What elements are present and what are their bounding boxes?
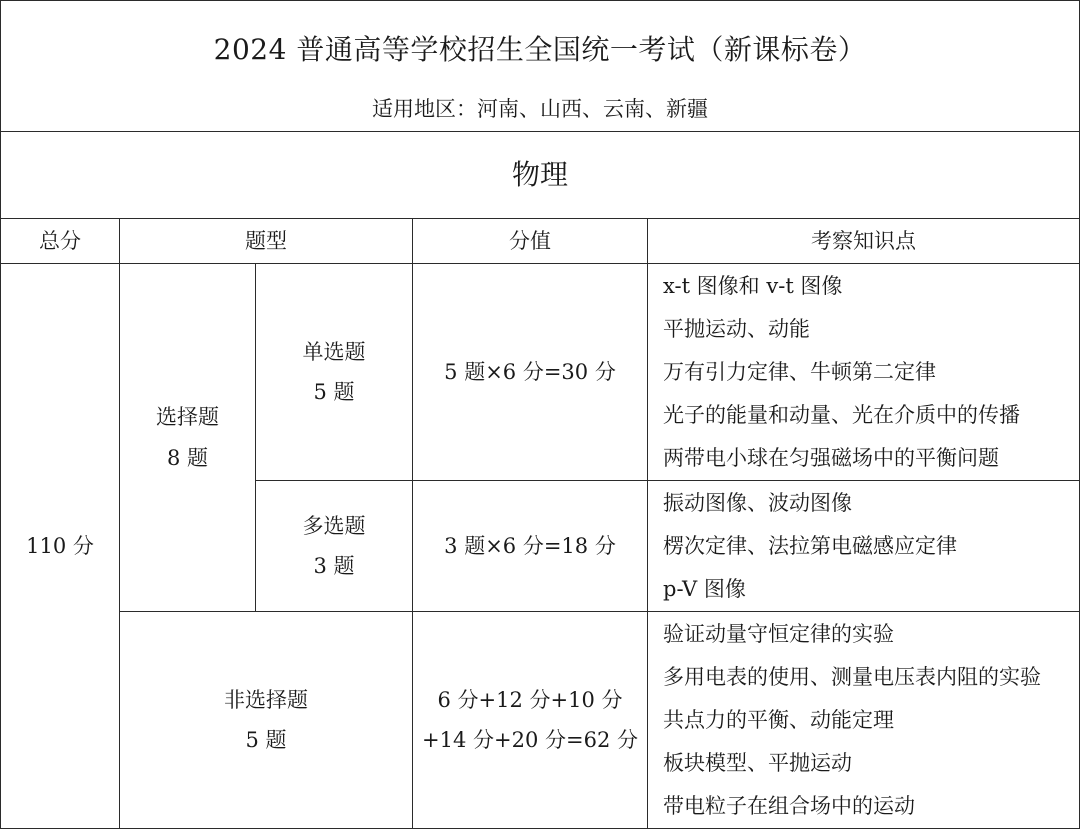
non-choice-score-line1: 6 分+12 分+10 分 [437,687,623,712]
multiple-choice-count: 3 题 [313,554,355,578]
knowledge-point: 平抛运动、动能 [663,316,810,341]
knowledge-point: 多用电表的使用、测量电压表内阻的实验 [663,664,1041,689]
knowledge-point: 万有引力定律、牛顿第二定律 [663,359,936,384]
knowledge-point: p-V 图像 [663,576,746,601]
knowledge-point: 楞次定律、法拉第电磁感应定律 [663,533,957,558]
multiple-choice-knowledge [648,481,1080,612]
table-row-single-choice [1,264,1080,481]
header-total: 总分 [1,219,120,264]
single-choice-score: 5 题×6 分=30 分 [413,264,648,481]
header-type: 题型 [120,219,413,264]
non-choice-name: 非选择题 [224,687,308,712]
subject-row [1,132,1080,219]
single-choice-name: 单选题 [302,339,366,364]
knowledge-point: 板块模型、平抛运动 [663,750,852,775]
total-score: 110 分 [1,264,120,829]
table-row-non-choice [1,612,1080,829]
knowledge-point: 光子的能量和动量、光在介质中的传播 [663,402,1020,427]
choice-group-cell [120,264,256,612]
single-choice-count: 5 题 [313,380,355,404]
non-choice-score-line2: +14 分+20 分=62 分 [422,728,638,752]
non-choice-cell [120,612,413,829]
knowledge-point: 验证动量守恒定律的实验 [663,621,894,646]
knowledge-point: 共点力的平衡、动能定理 [663,707,894,732]
choice-group-name: 选择题 [156,405,219,430]
non-choice-knowledge [648,612,1080,829]
knowledge-point: 振动图像、波动图像 [663,490,852,515]
single-choice-knowledge [648,264,1080,481]
subject-title: 物理 [1,132,1080,219]
exam-region: 适用地区：河南、山西、云南、新疆 [372,96,708,121]
non-choice-count: 5 题 [245,728,287,752]
title-row [1,1,1080,132]
multiple-choice-cell [256,481,413,612]
title-cell [1,1,1080,132]
non-choice-score [413,612,648,829]
header-knowledge: 考察知识点 [648,219,1080,264]
knowledge-point: x-t 图像和 v-t 图像 [663,273,843,298]
knowledge-point: 带电粒子在组合场中的运动 [663,793,915,818]
header-score: 分值 [413,219,648,264]
multiple-choice-name: 多选题 [302,513,366,538]
header-row [1,219,1080,264]
knowledge-point: 两带电小球在匀强磁场中的平衡问题 [663,445,999,470]
multiple-choice-score: 3 题×6 分=18 分 [413,481,648,612]
choice-group-count: 8 题 [166,445,209,470]
exam-title: 2024 普通高等学校招生全国统一考试（新课标卷） [213,33,867,66]
single-choice-cell [256,264,413,481]
